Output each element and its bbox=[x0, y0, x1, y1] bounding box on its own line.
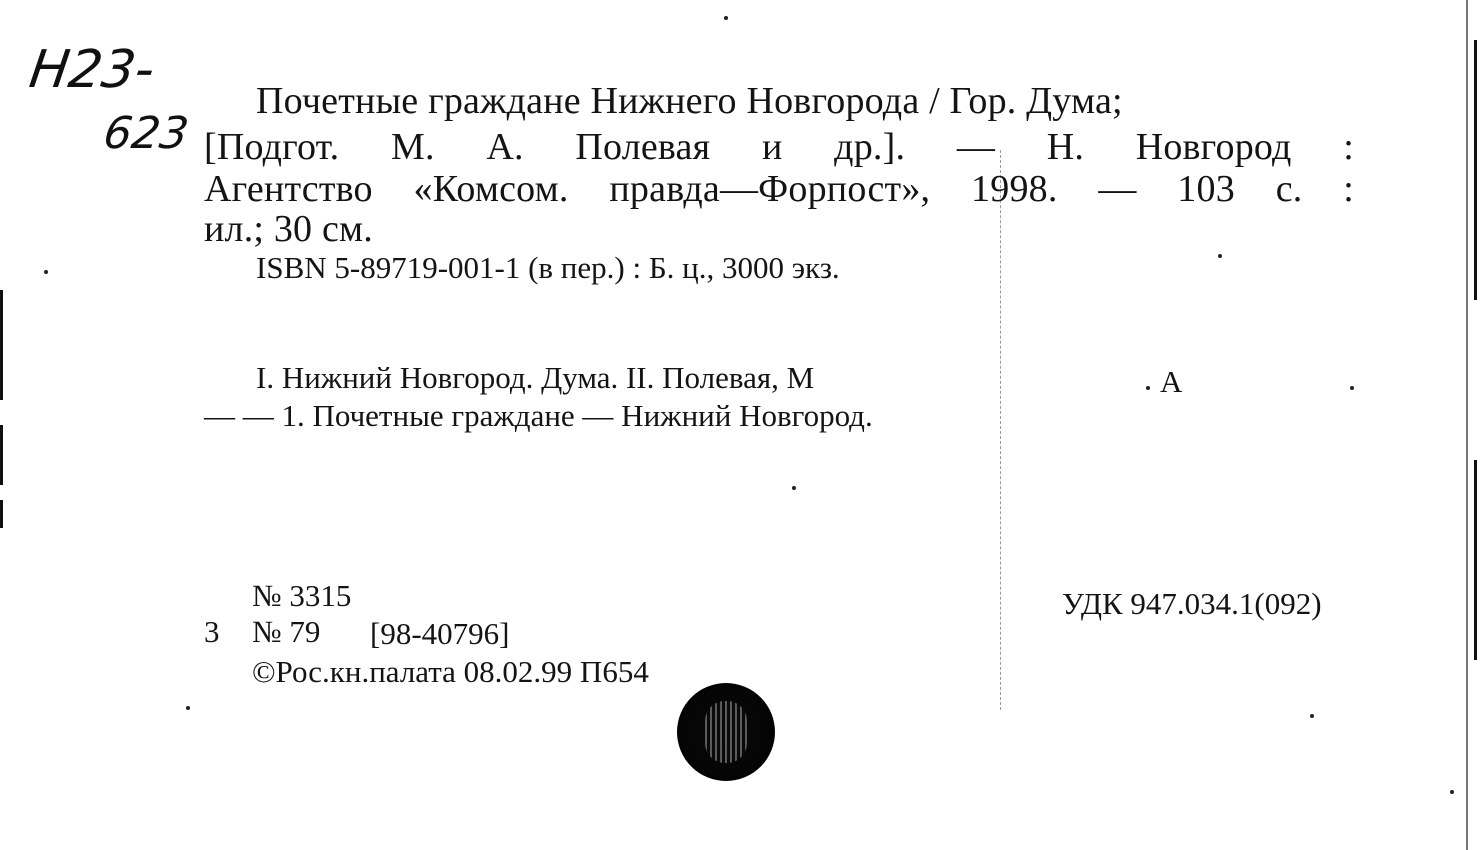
footer-prefix-digit: 3 bbox=[204, 614, 220, 649]
scan-speck bbox=[1450, 790, 1454, 794]
right-edge-mark bbox=[1474, 40, 1477, 300]
handwritten-shelf-mark-line2: 623 bbox=[100, 108, 192, 159]
record-id: [98-40796] bbox=[370, 616, 510, 651]
book-chamber-imprint: ©Рос.кн.палата 08.02.99 П654 bbox=[252, 654, 649, 689]
right-edge-mark bbox=[1466, 0, 1468, 850]
entry-title-line: Почетные граждане Нижнего Новгорода / Гор. Дума; bbox=[256, 80, 1123, 122]
scan-speck bbox=[724, 16, 728, 20]
handwritten-shelf-mark-line1: Н23- bbox=[25, 40, 159, 100]
left-edge-mark bbox=[0, 425, 3, 485]
scan-speck bbox=[186, 706, 190, 710]
udc-classification: УДК 947.034.1(092) bbox=[1062, 586, 1322, 621]
entry-publisher-line: Агентство «Комсом. правда—Форпост», 1998. — 103 с. : bbox=[204, 168, 1354, 210]
card-number: № 3315 bbox=[252, 578, 352, 613]
tracing-line-2: — — 1. Почетные граждане — Нижний Новгород. bbox=[204, 398, 873, 433]
card-punch-hole bbox=[677, 683, 775, 781]
scan-speck bbox=[1310, 714, 1314, 718]
scan-speck bbox=[1218, 254, 1222, 258]
tracing-line-1: I. Нижний Новгород. Дума. II. Полевая, М bbox=[256, 360, 815, 395]
isbn-line: ISBN 5-89719-001-1 (в пер.) : Б. ц., 3000 экз. bbox=[256, 250, 840, 285]
right-edge-mark bbox=[1474, 460, 1477, 660]
scan-speck bbox=[44, 270, 48, 274]
scan-speck bbox=[1146, 386, 1150, 390]
entry-extent-line: ил.; 30 см. bbox=[204, 208, 373, 250]
tracing-line-1-initial: А bbox=[1160, 364, 1183, 399]
scan-speck bbox=[1350, 386, 1354, 390]
scan-guide-line bbox=[1000, 150, 1001, 710]
left-edge-mark bbox=[0, 290, 3, 400]
card-number-2: № 79 bbox=[252, 614, 321, 649]
left-edge-mark bbox=[0, 500, 3, 528]
scan-speck bbox=[792, 486, 796, 490]
entry-editors-line: [Подгот. М. А. Полевая и др.]. — Н. Новгород : bbox=[204, 126, 1354, 168]
